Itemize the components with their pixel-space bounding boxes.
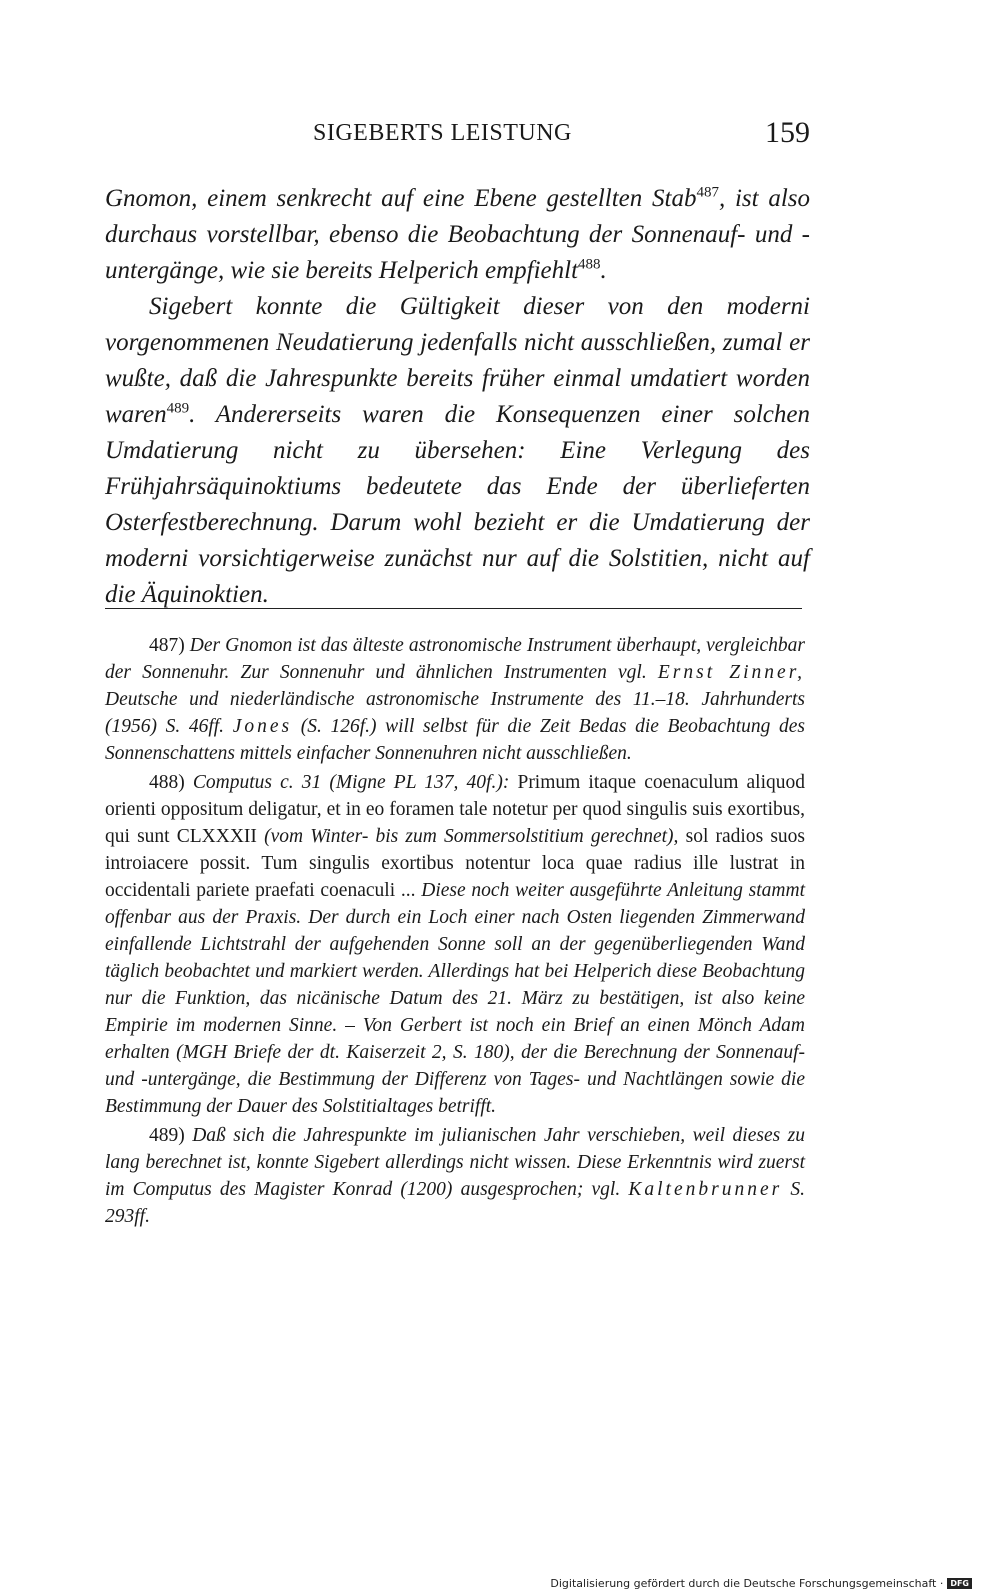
- footnote-487: 487) Der Gnomon ist das älteste astronomische Instrument überhaupt, vergleichbar der Sonnenuhr. Zur Sonnenuhr und ähnlichen Instrumenten vgl. Ernst Zinner, Deutsche und niederländische astronomische Instrumente des 11.–18. Jahrhunderts (1956) S. 46ff. Jones (S. 126f.) will selbst für die Zeit Bedas die Beobachtung des Sonnenschattens mittels einfacher Sonnenuhren nicht ausschließen.: [105, 635, 806, 764]
- page-header: [313, 116, 810, 156]
- footnote-489: 489) Daß sich die Jahrespunkte im julianischen Jahr verschieben, weil dieses zu lang berechnet ist, konnte Sigebert allerdings nicht wissen. Diese Erkenntnis wird zuerst im Computus des Magister Konrad (1200) ausgesprochen; vgl. Kaltenbrunner S. 293ff.: [105, 1125, 806, 1227]
- footnote-488: 488) Computus c. 31 (Migne PL 137, 40f.): Primum itaque coenaculum aliquod orienti oppositum deligatur, et in eo foramen tale notetur per quod singulis suis exortibus, qui sunt CLXXXII (vom Winter- bis zum Sommersolstitium gerechnet), sol radios suos introiacere possit. Tum singulis exortibus notentur loca quae radius ille lustrat in occidentali pariete praefati coenaculi ... Diese noch weiter ausgeführte Anleitung stammt offenbar aus der Praxis. Der durch ein Loch einer nach Osten liegenden Zimmerwand einfallende Lichtstrahl der aufgehenden Sonne soll an der gegenüberliegenden Wand täglich beobachtet und markiert werden. Allerdings hat bei Helperich diese Beobachtung nur die Funktion, das nicänische Datum des 21. März zu bestätigen, ist also keine Empirie im modernen Sinne. – Von Gerbert ist noch ein Brief an einen Mönch Adam erhalten (MGH Briefe der dt. Kaiserzeit 2, S. 180), der die Berechnung der Sonnenauf- und -untergänge, die Bestimmung der Differenz von Tages- und Nachtlängen sowie die Bestimmung der Dauer des Solstitialtages betrifft.: [105, 772, 806, 1117]
- author-name: Jones: [232, 716, 293, 737]
- credit-text: Digitalisierung gefördert durch die Deutsche Forschungsgemeinschaft ·: [550, 1577, 944, 1590]
- footnote-ref-489[interactable]: 489: [166, 400, 190, 417]
- author-name: Ernst Zinner,: [657, 662, 805, 683]
- main-text: [105, 181, 810, 613]
- paragraph-1: Gnomon, einem senkrecht auf eine Ebene gestellten Stab$^{487}$, ist also durchaus vorstellbar, ebenso die Beobachtung der Sonnenauf- und -untergänge, wie sie bereits Helperich empfiehlt$^{488}$.: [105, 184, 810, 284]
- footnote-number: 487): [149, 635, 185, 656]
- paragraph-2: Sigebert konnte die Gültigkeit dieser von den moderni vorgenommenen Neudatierung jedenfalls nicht ausschließen, zumal er wußte, daß die Jahrespunkte bereits früher einmal umdatiert worden waren$^{489}$. Andererseits waren die Konsequenzen einer solchen Umdatierung nicht zu übersehen: Eine Verlegung des Frühjahrsäquinoktiums bedeutete das Ende der überlieferten Osterfestberechnung. Darum wohl bezieht er die Umdatierung der moderni vorsichtigerweise zunächst nur auf die Solstitien, nicht auf die Äquinoktien.: [105, 293, 810, 608]
- footnote-ref-487[interactable]: 487: [696, 184, 719, 201]
- running-title: SIGEBERTS LEISTUNG: [313, 120, 572, 146]
- page-number: 159: [765, 116, 810, 149]
- footnote-divider: [105, 608, 802, 609]
- dfg-logo: DFG: [947, 1578, 972, 1589]
- footnote-number: 489): [149, 1125, 185, 1146]
- footnotes: [105, 632, 805, 1232]
- author-name: Kaltenbrunner: [628, 1179, 783, 1200]
- footnote-ref-488[interactable]: 488: [578, 256, 601, 273]
- footnote-number: 488): [149, 772, 185, 793]
- digitization-credit: [550, 1577, 972, 1590]
